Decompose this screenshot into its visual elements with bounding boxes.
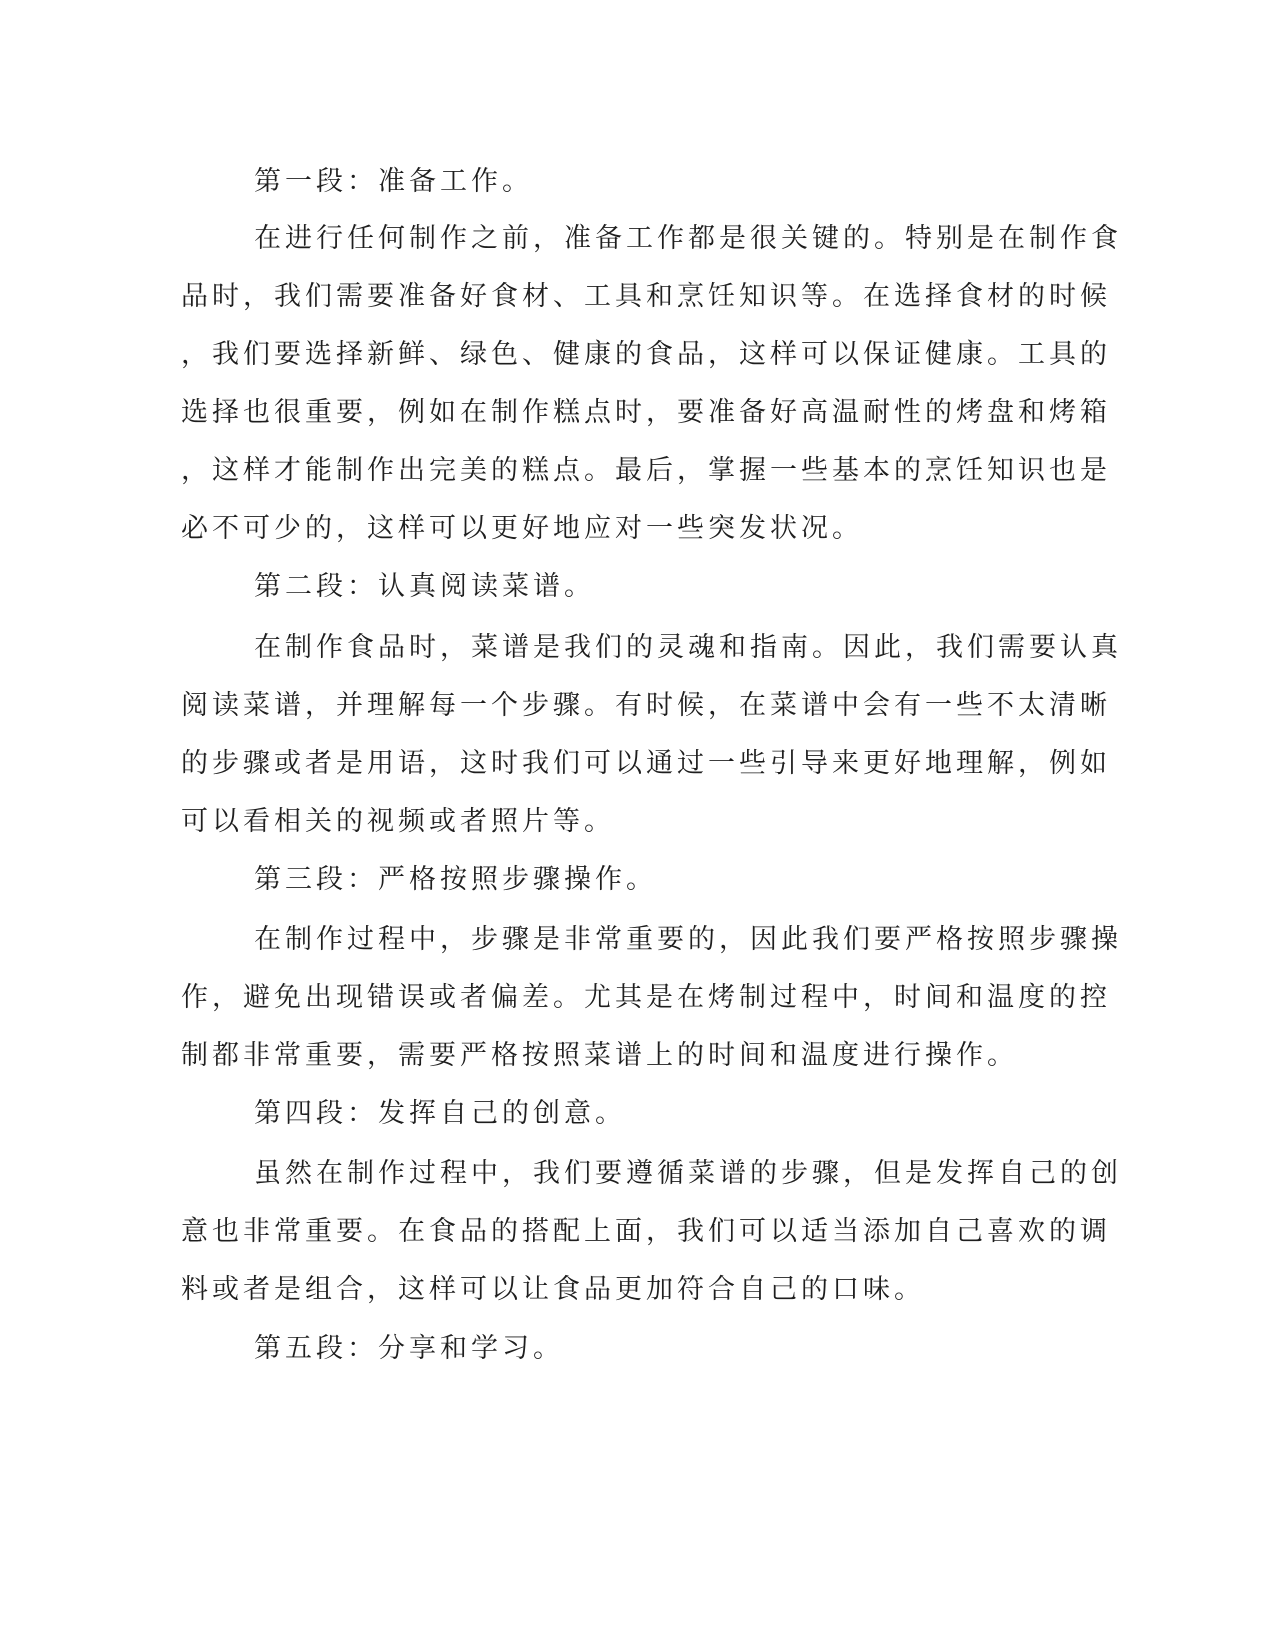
paragraph-1-line-5: ，这样才能制作出完美的糕点。最后，掌握一些基本的烹饪知识也是 — [181, 455, 1111, 486]
paragraph-1-line-4: 选择也很重要，例如在制作糕点时，要准备好高温耐性的烤盘和烤箱 — [181, 397, 1111, 428]
paragraph-4-line-3: 料或者是组合，这样可以让食品更加符合自己的口味。 — [181, 1274, 925, 1305]
paragraph-3-line-3: 制都非常重要，需要严格按照菜谱上的时间和温度进行操作。 — [181, 1040, 1018, 1071]
paragraph-1-line-3: ，我们要选择新鲜、绿色、健康的食品，这样可以保证健康。工具的 — [181, 339, 1111, 370]
section-heading-1: 第一段：准备工作。 — [254, 166, 533, 197]
paragraph-1-line-2: 品时，我们需要准备好食材、工具和烹饪知识等。在选择食材的时候 — [181, 281, 1111, 312]
paragraph-2-line-1: 在制作食品时，菜谱是我们的灵魂和指南。因此，我们需要认真 — [254, 632, 1122, 663]
paragraph-2-line-4: 可以看相关的视频或者照片等。 — [181, 806, 615, 837]
paragraph-4-line-2: 意也非常重要。在食品的搭配上面，我们可以适当添加自己喜欢的调 — [181, 1216, 1111, 1247]
paragraph-2-line-3: 的步骤或者是用语，这时我们可以通过一些引导来更好地理解，例如 — [181, 748, 1111, 779]
paragraph-1-line-6: 必不可少的，这样可以更好地应对一些突发状况。 — [181, 513, 863, 544]
section-heading-5: 第五段：分享和学习。 — [254, 1333, 564, 1364]
paragraph-2-line-2: 阅读菜谱，并理解每一个步骤。有时候，在菜谱中会有一些不太清晰 — [181, 690, 1111, 721]
paragraph-4-line-1: 虽然在制作过程中，我们要遵循菜谱的步骤，但是发挥自己的创 — [254, 1158, 1122, 1189]
paragraph-3-line-2: 作，避免出现错误或者偏差。尤其是在烤制过程中，时间和温度的控 — [181, 982, 1111, 1013]
paragraph-3-line-1: 在制作过程中，步骤是非常重要的，因此我们要严格按照步骤操 — [254, 924, 1122, 955]
paragraph-1-line-1: 在进行任何制作之前，准备工作都是很关键的。特别是在制作食 — [254, 223, 1122, 254]
section-heading-3: 第三段：严格按照步骤操作。 — [254, 864, 657, 895]
section-heading-2: 第二段：认真阅读菜谱。 — [254, 571, 595, 602]
section-heading-4: 第四段：发挥自己的创意。 — [254, 1098, 626, 1129]
